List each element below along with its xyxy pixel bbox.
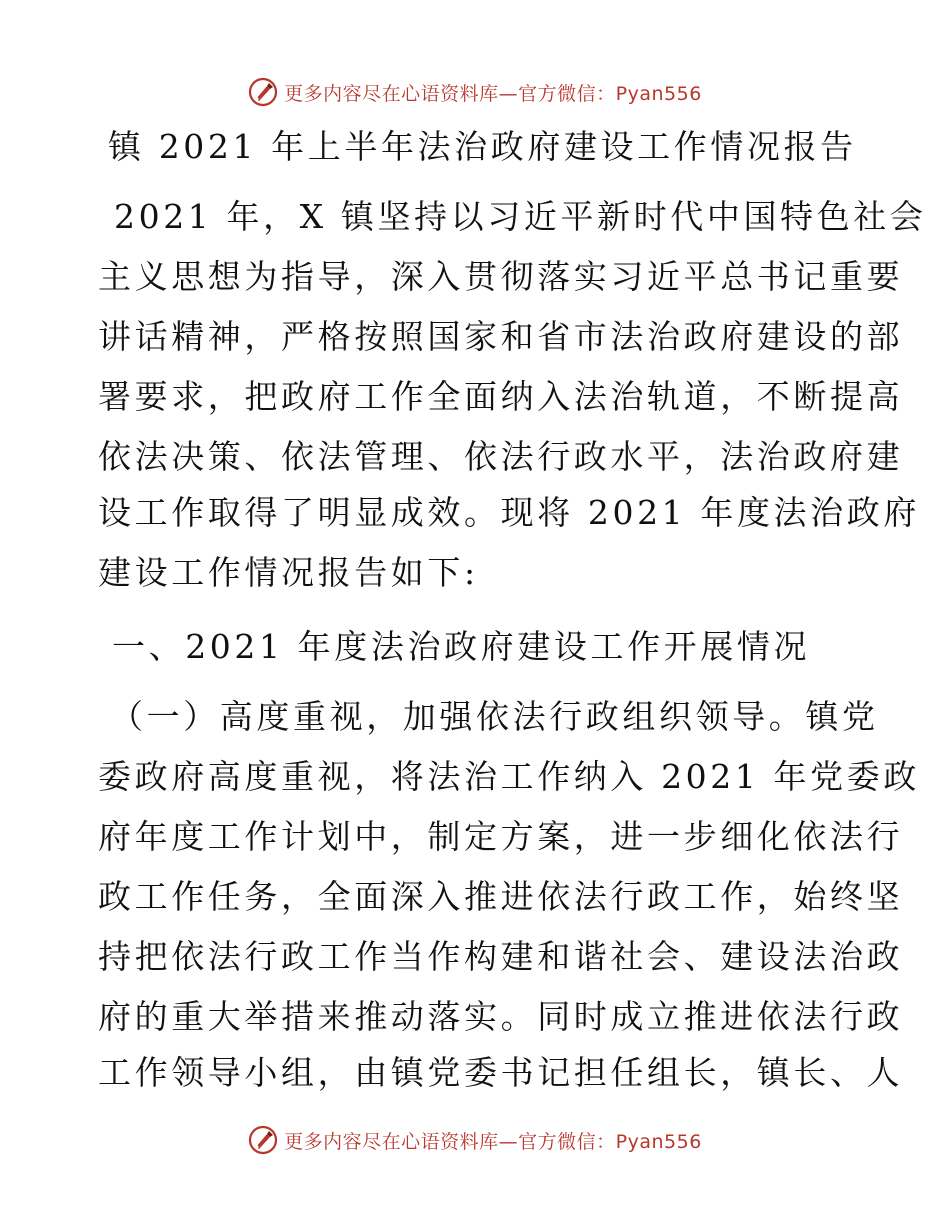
pen-logo-icon bbox=[248, 1125, 278, 1155]
paragraph-line: 工作领导小组，由镇党委书记担任组长，镇长、人 bbox=[98, 1053, 904, 1092]
paragraph-line: 建设工作情况报告如下: bbox=[98, 553, 479, 592]
watermark-text: 更多内容尽在心语资料库—官方微信：Pyan556 bbox=[284, 82, 702, 105]
paragraph-line: 署要求，把政府工作全面纳入法治轨道，不断提高 bbox=[98, 377, 904, 416]
watermark-header bbox=[0, 72, 950, 112]
paragraph-line: 持把依法行政工作当作构建和谐社会、建设法治政 bbox=[98, 937, 904, 976]
paragraph-line: 设工作取得了明显成效。现将 2021 年度法治政府 bbox=[98, 493, 920, 532]
watermark-footer bbox=[0, 1120, 950, 1160]
section-heading: 一、2021 年度法治政府建设工作开展情况 bbox=[112, 627, 811, 666]
paragraph-line: 讲话精神，严格按照国家和省市法治政府建设的部 bbox=[98, 317, 904, 356]
watermark-text: 更多内容尽在心语资料库—官方微信：Pyan556 bbox=[284, 1130, 702, 1153]
paragraph-line: 委政府高度重视，将法治工作纳入 2021 年党委政 bbox=[98, 757, 920, 796]
paragraph-line: 府的重大举措来推动落实。同时成立推进依法行政 bbox=[98, 997, 904, 1036]
paragraph-line: （一）高度重视，加强依法行政组织领导。镇党 bbox=[110, 697, 879, 736]
paragraph-line: 2021 年，X 镇坚持以习近平新时代中国特色社会 bbox=[114, 197, 927, 236]
paragraph-line: 主义思想为指导，深入贯彻落实习近平总书记重要 bbox=[98, 257, 904, 296]
paragraph-line: 政工作任务，全面深入推进依法行政工作，始终坚 bbox=[98, 877, 904, 916]
paragraph-line: 依法决策、依法管理、依法行政水平，法治政府建 bbox=[98, 437, 904, 476]
paragraph-line: 府年度工作计划中，制定方案，进一步细化依法行 bbox=[98, 817, 904, 856]
pen-logo-icon bbox=[248, 77, 278, 107]
document-title: 镇 2021 年上半年法治政府建设工作情况报告 bbox=[108, 127, 857, 166]
